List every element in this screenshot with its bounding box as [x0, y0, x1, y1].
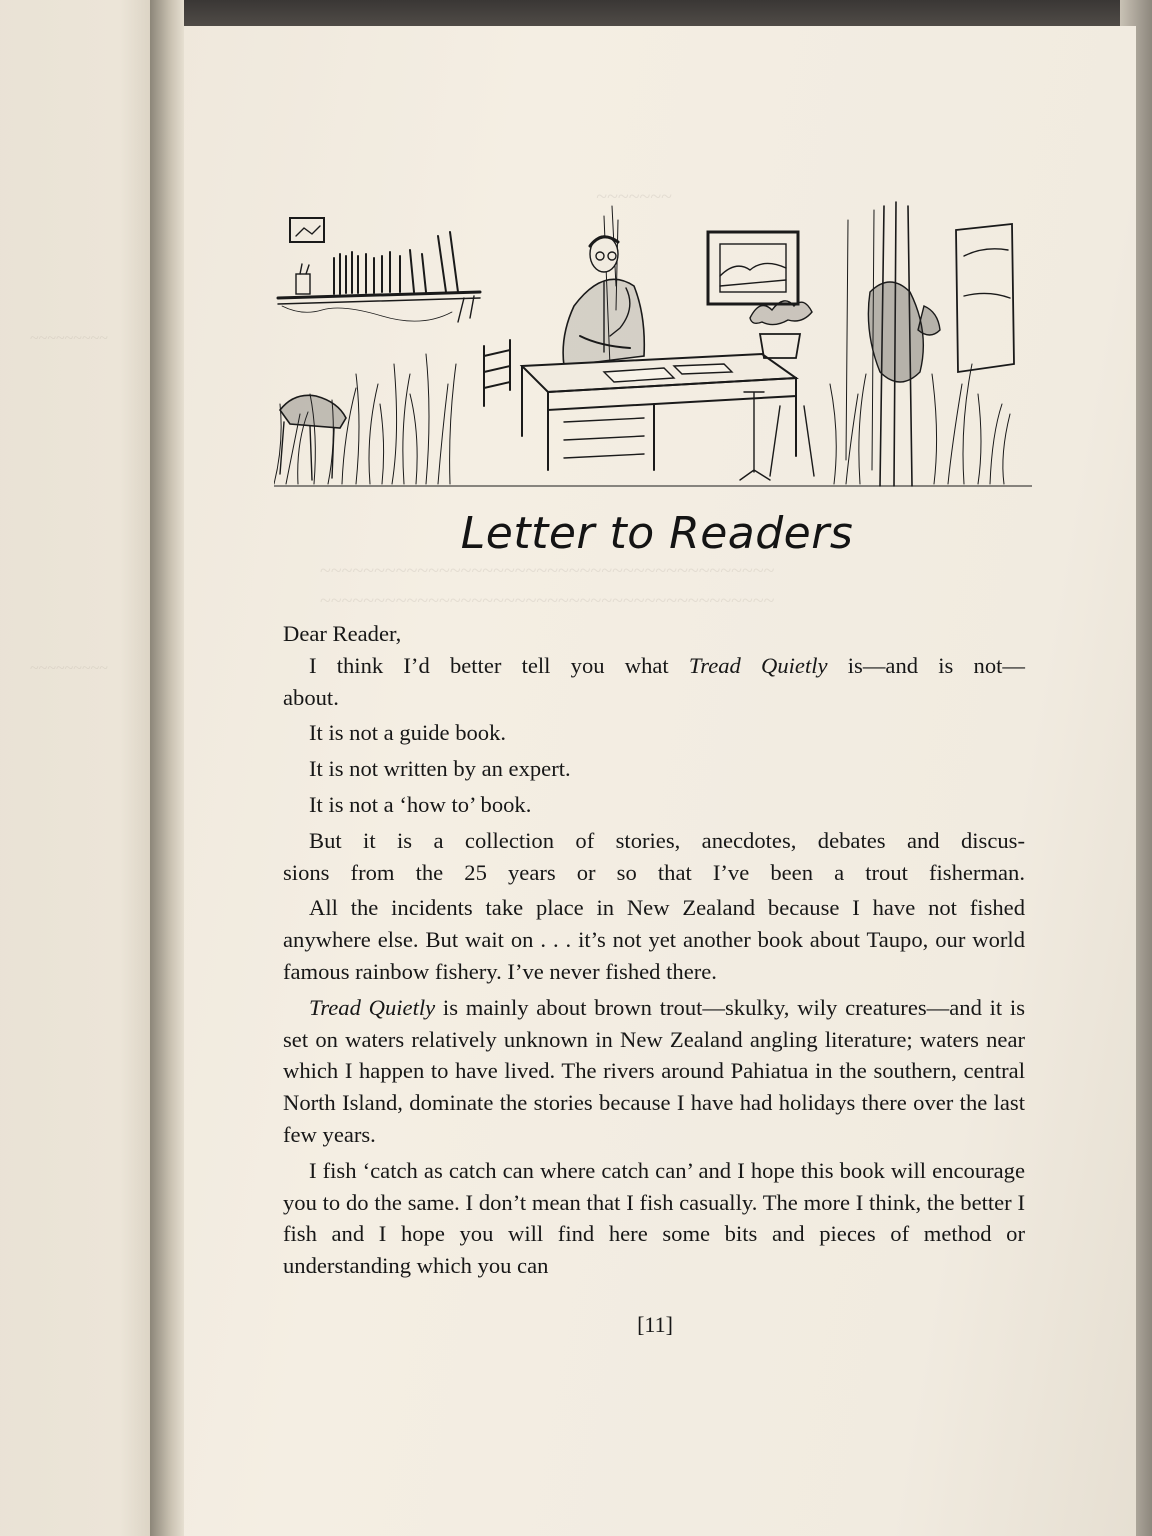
paragraph-5-line-2: sions from the 25 years or so that I’ve been a trout fisherman.	[283, 859, 1025, 885]
chapter-title: Letter to Readers	[460, 508, 854, 559]
show-through-text: ~~~~~~~~~~~~~~~~~~~~~~~~~~~~~~~~~~~~~~~~~~	[320, 560, 775, 582]
paragraph-8: I fish ‘catch as catch can where catch can’ and I hope this book will encourage you to do the same. I don’t mean that I fish casually. The more I think, the better I fish and I hope you will find here some bits and pieces of method or understanding which you can	[283, 1157, 1025, 1279]
paragraph-7	[283, 992, 1025, 1151]
greeting: Dear Reader,	[283, 621, 402, 646]
page-gutter	[150, 0, 184, 1536]
book-title-italic: Tread Quietly	[688, 652, 828, 678]
paragraph-4: It is not a ‘how to’ book.	[309, 791, 532, 817]
show-through-text: ~~~~~~~~~~~~~~~~~~~~~~~~~~~~~~~~~~~~~~~~~~	[320, 590, 775, 612]
book-title-italic: Tread Quietly	[309, 994, 436, 1020]
page-number: [11]	[637, 1312, 673, 1337]
paragraph-1-line-2: about.	[283, 684, 339, 710]
paragraph-5-line-1: But it is a collection of stories, anecdotes, debates and discus-	[309, 827, 1025, 853]
paragraph-text: is mainly about brown trout—skulky, wily creatures—and it is set on waters relatively unknown in New Zealand angling literature; waters near which I happen to have lived. The rivers around Pahiatua in the southern, central North Island, dominate the stories because I have had holidays there over the last few years.	[283, 994, 1026, 1147]
paragraph-text: I think I’d better tell you what	[309, 652, 689, 678]
show-through-text: ~~~~~~~~~	[30, 330, 108, 347]
paragraph-6: All the incidents take place in New Zealand because I have not fished anywhere else. But wait on . . . it’s not yet another book about Taupo, our world famous rainbow fishery. I’ve never fished there.	[283, 895, 1025, 984]
study-desk-illustration	[274, 196, 1032, 488]
paragraph-2: It is not a guide book.	[309, 720, 507, 746]
paragraph-1-line-1	[283, 650, 1025, 682]
show-through-text: ~~~~~~~~~	[30, 660, 108, 677]
paragraph-text: is—and is not—	[827, 652, 1026, 678]
show-through-text: ~~~~~~~	[596, 186, 672, 208]
paragraph-3: It is not written by an expert.	[309, 756, 571, 782]
letter-body	[283, 618, 1025, 1282]
